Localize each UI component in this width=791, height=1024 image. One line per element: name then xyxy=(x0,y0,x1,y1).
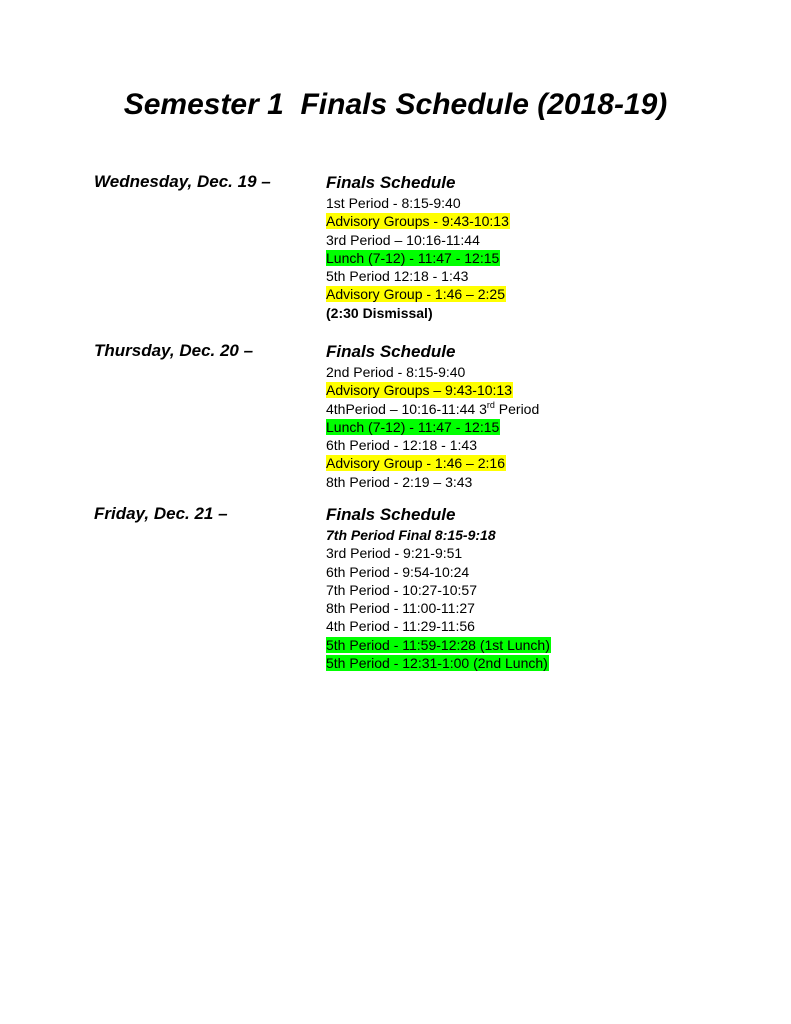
schedule-entry xyxy=(326,212,510,230)
schedule-entry-text xyxy=(326,401,540,417)
schedule-entry-text xyxy=(326,250,500,266)
schedule-entry xyxy=(326,436,540,454)
schedule-heading: Finals Schedule xyxy=(326,505,456,524)
entry-main-text: (2:30 Dismissal) xyxy=(326,304,433,321)
schedule-entry xyxy=(326,418,540,436)
schedule-entry xyxy=(326,473,540,491)
schedule-entry xyxy=(326,454,540,472)
schedule-entry-text xyxy=(326,655,549,671)
schedule-block xyxy=(326,341,540,491)
schedule-entry-text xyxy=(326,527,497,543)
entry-main-text: 7th Period Final 8:15-9:18 xyxy=(326,527,496,543)
schedule-block xyxy=(326,172,510,322)
entry-main-text: 5th Period - 12:31-1:00 (2nd Lunch) xyxy=(326,655,548,672)
schedule-entry-text xyxy=(326,268,469,284)
entry-main-text: Lunch (7-12) - 11:47 - 12:15 xyxy=(326,418,500,435)
schedule-entry xyxy=(326,267,510,285)
schedule-entry xyxy=(326,363,540,381)
page-title: Semester 1 Finals Schedule (2018-19) xyxy=(123,88,668,121)
schedule-entry xyxy=(326,285,510,303)
entry-main-text: 8th Period - 2:19 – 3:43 xyxy=(326,473,473,490)
entry-main-text: Advisory Groups – 9:43-10:13 xyxy=(326,382,512,399)
entry-main-text: 7th Period - 10:27-10:57 xyxy=(326,581,477,598)
entry-main-text: 4th Period - 11:29-11:56 xyxy=(326,618,475,635)
day-label: Thursday, Dec. 20 – xyxy=(94,341,254,360)
entry-main-text: 5th Period 12:18 - 1:43 xyxy=(326,268,469,285)
schedule-entry xyxy=(326,563,551,581)
schedule-entry xyxy=(326,194,510,212)
schedule-entry-text xyxy=(326,564,470,580)
schedule-entries xyxy=(326,194,510,322)
entry-main-text: Advisory Group - 1:46 – 2:16 xyxy=(326,455,505,472)
schedule-entry-text xyxy=(326,286,506,302)
schedule-entry xyxy=(326,617,551,635)
schedule-entry-text xyxy=(326,213,510,229)
schedule-entry xyxy=(326,400,540,418)
entry-suffix-text: Period xyxy=(494,400,540,417)
schedule-entry-text xyxy=(326,305,434,321)
entry-main-text: 3rd Period - 9:21-9:51 xyxy=(326,545,463,562)
schedule-entry xyxy=(326,544,551,562)
schedule-entry xyxy=(326,231,510,249)
entry-main-text: 3rd Period – 10:16-11:44 xyxy=(326,231,480,248)
schedule-entry-text xyxy=(326,600,476,616)
schedule-entry xyxy=(326,249,510,267)
schedule-entries xyxy=(326,526,551,672)
day-label: Friday, Dec. 21 – xyxy=(94,504,228,523)
entry-main-text: 8th Period - 11:00-11:27 xyxy=(326,600,475,617)
schedule-entry xyxy=(326,599,551,617)
schedule-entry xyxy=(326,581,551,599)
schedule-entry-text xyxy=(326,474,473,490)
entry-main-text: 6th Period - 9:54-10:24 xyxy=(326,563,470,580)
day-label: Wednesday, Dec. 19 – xyxy=(94,172,271,191)
schedule-entry xyxy=(326,381,540,399)
schedule-heading: Finals Schedule xyxy=(326,342,456,361)
entry-main-text: 6th Period - 12:18 - 1:43 xyxy=(326,437,477,454)
schedule-entry-text xyxy=(326,195,462,211)
schedule-entries xyxy=(326,363,540,491)
schedule-entry-text xyxy=(326,582,478,598)
schedule-entry xyxy=(326,636,551,654)
schedule-entry xyxy=(326,654,551,672)
schedule-entry-text xyxy=(326,364,466,380)
schedule-block xyxy=(326,504,551,672)
schedule-entry-text xyxy=(326,419,500,435)
schedule-entry-text xyxy=(326,437,478,453)
entry-main-text: Advisory Group - 1:46 – 2:25 xyxy=(326,286,505,303)
entry-main-text: 4thPeriod – 10:16-11:44 3 xyxy=(326,400,487,417)
schedule-entry xyxy=(326,526,551,544)
entry-main-text: Advisory Groups - 9:43-10:13 xyxy=(326,213,509,230)
schedule-entry-text xyxy=(326,382,513,398)
entry-main-text: 5th Period - 11:59-12:28 (1st Lunch) xyxy=(326,636,550,653)
schedule-heading: Finals Schedule xyxy=(326,173,456,192)
schedule-entry-text xyxy=(326,637,551,653)
schedule-entry-text xyxy=(326,545,463,561)
entry-main-text: 2nd Period - 8:15-9:40 xyxy=(326,364,466,380)
entry-main-text: 1st Period - 8:15-9:40 xyxy=(326,195,461,211)
schedule-entry-text xyxy=(326,455,506,471)
schedule-entry-text xyxy=(326,618,476,634)
schedule-entry-text xyxy=(326,232,481,248)
entry-main-text: Lunch (7-12) - 11:47 - 12:15 xyxy=(326,249,500,266)
schedule-entry xyxy=(326,304,510,322)
entry-superscript: rd xyxy=(486,399,495,410)
